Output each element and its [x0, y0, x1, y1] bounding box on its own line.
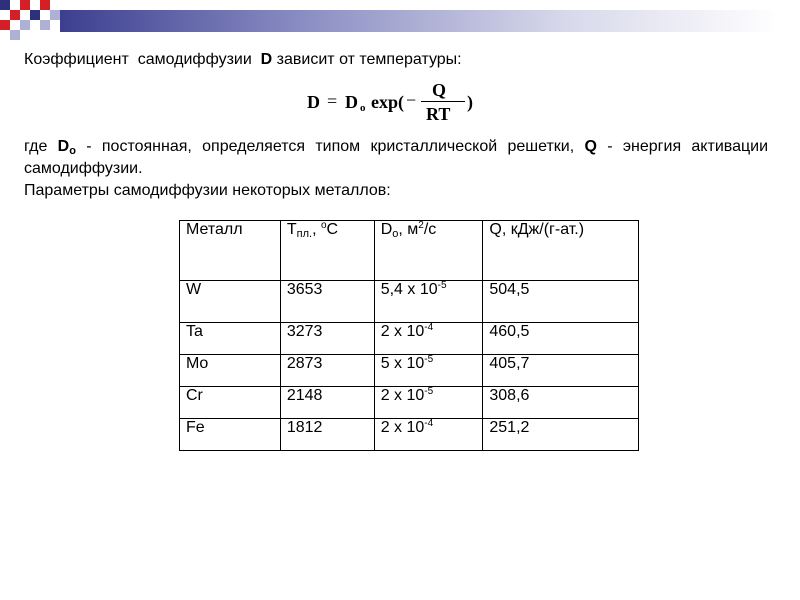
deco-square	[40, 0, 50, 10]
deco-square	[50, 10, 60, 20]
cell-d0-exp: -5	[424, 386, 434, 397]
fraction-bar	[421, 101, 465, 102]
deco-square	[0, 20, 10, 30]
cell-metal: Mo	[180, 355, 281, 387]
table-row	[180, 323, 639, 355]
cell-activation-energy: 308,6	[483, 387, 639, 419]
header-activation-energy: Q, кДж/(г-ат.)	[483, 221, 639, 281]
cell-d0	[374, 387, 483, 419]
header-tm-deg: o	[320, 220, 327, 231]
cell-d0-base: 5 x 10	[380, 355, 425, 372]
cell-activation-energy: 251,2	[483, 419, 639, 451]
cell-melting-temp: 2873	[280, 355, 374, 387]
cell-activation-energy: 460,5	[483, 323, 639, 355]
cell-d0-base: 2 x 10	[380, 419, 425, 436]
cell-metal: Ta	[180, 323, 281, 355]
deco-square	[0, 0, 10, 10]
formula-minus: −	[406, 90, 417, 110]
cell-melting-temp: 3653	[280, 281, 374, 323]
header-d0-main: D	[380, 221, 393, 238]
header-tm-sep: ,	[312, 221, 321, 238]
desc-q: Q	[584, 138, 597, 155]
table-row	[180, 419, 639, 451]
cell-metal: Cr	[180, 387, 281, 419]
formula-equals: =	[327, 91, 338, 111]
cell-d0	[374, 419, 483, 451]
deco-square	[20, 0, 30, 10]
formula-d0-sub: o	[360, 102, 366, 114]
deco-square	[40, 20, 50, 30]
desc-part2: - постоянная, определяется типом кристаллической решетки,	[75, 138, 585, 155]
cell-d0-exp: -4	[424, 322, 434, 333]
cell-activation-energy: 504,5	[483, 281, 639, 323]
params-heading: Параметры самодиффузии некоторых металлов:	[24, 182, 391, 199]
cell-d0-exp: -4	[424, 418, 434, 429]
header-tm-unit: C	[326, 221, 339, 238]
header-tm-sub: пл.	[296, 228, 313, 240]
formula-func: exp(	[371, 92, 404, 112]
metals-table	[179, 220, 639, 451]
slide-decoration	[0, 0, 800, 50]
description-paragraph	[24, 136, 768, 180]
deco-square	[30, 10, 40, 20]
cell-d0-exp: -5	[437, 280, 447, 291]
cell-melting-temp: 1812	[280, 419, 374, 451]
cell-metal: Fe	[180, 419, 281, 451]
header-metal: Металл	[180, 221, 281, 281]
table-row	[180, 355, 639, 387]
formula-d0: D	[345, 92, 358, 112]
deco-square	[10, 30, 20, 40]
cell-d0-base: 5,4 x 10	[380, 281, 438, 298]
header-melting-temp	[280, 221, 374, 281]
header-tm-main: T	[286, 221, 297, 238]
cell-d0-base: 2 x 10	[380, 387, 425, 404]
cell-activation-energy: 405,7	[483, 355, 639, 387]
header-d0-pow: 2	[418, 220, 424, 231]
formula-denominator: RT	[426, 104, 451, 124]
desc-part3: - энергия активации самодиффузии.	[24, 138, 769, 177]
cell-d0	[374, 281, 483, 323]
deco-square	[20, 20, 30, 30]
intro-prefix: Коэффициент самодиффузии	[24, 51, 261, 68]
cell-d0	[374, 323, 483, 355]
table-row	[180, 387, 639, 419]
table-row	[180, 281, 639, 323]
header-d0-unit: , м	[398, 221, 419, 238]
formula-lhs: D	[307, 92, 320, 112]
cell-d0	[374, 355, 483, 387]
cell-melting-temp: 3273	[280, 323, 374, 355]
intro-symbol: D	[260, 51, 273, 68]
header-gradient-band	[60, 10, 780, 32]
cell-metal: W	[180, 281, 281, 323]
formula-close: )	[467, 92, 473, 112]
deco-square	[10, 10, 20, 20]
desc-part1: где	[24, 138, 58, 155]
table-header-row	[180, 221, 639, 281]
intro-line	[24, 49, 768, 71]
header-d0	[374, 221, 483, 281]
cell-d0-exp: -5	[424, 354, 434, 365]
desc-d0: D	[57, 138, 70, 155]
cell-melting-temp: 2148	[280, 387, 374, 419]
cell-d0-base: 2 x 10	[380, 323, 425, 340]
formula-numerator: Q	[432, 80, 447, 100]
header-d0-tail: /с	[423, 221, 437, 238]
intro-suffix: зависит от температуры:	[272, 51, 462, 68]
desc-d0-sub: o	[69, 145, 76, 157]
header-d0-sub: o	[392, 228, 399, 240]
